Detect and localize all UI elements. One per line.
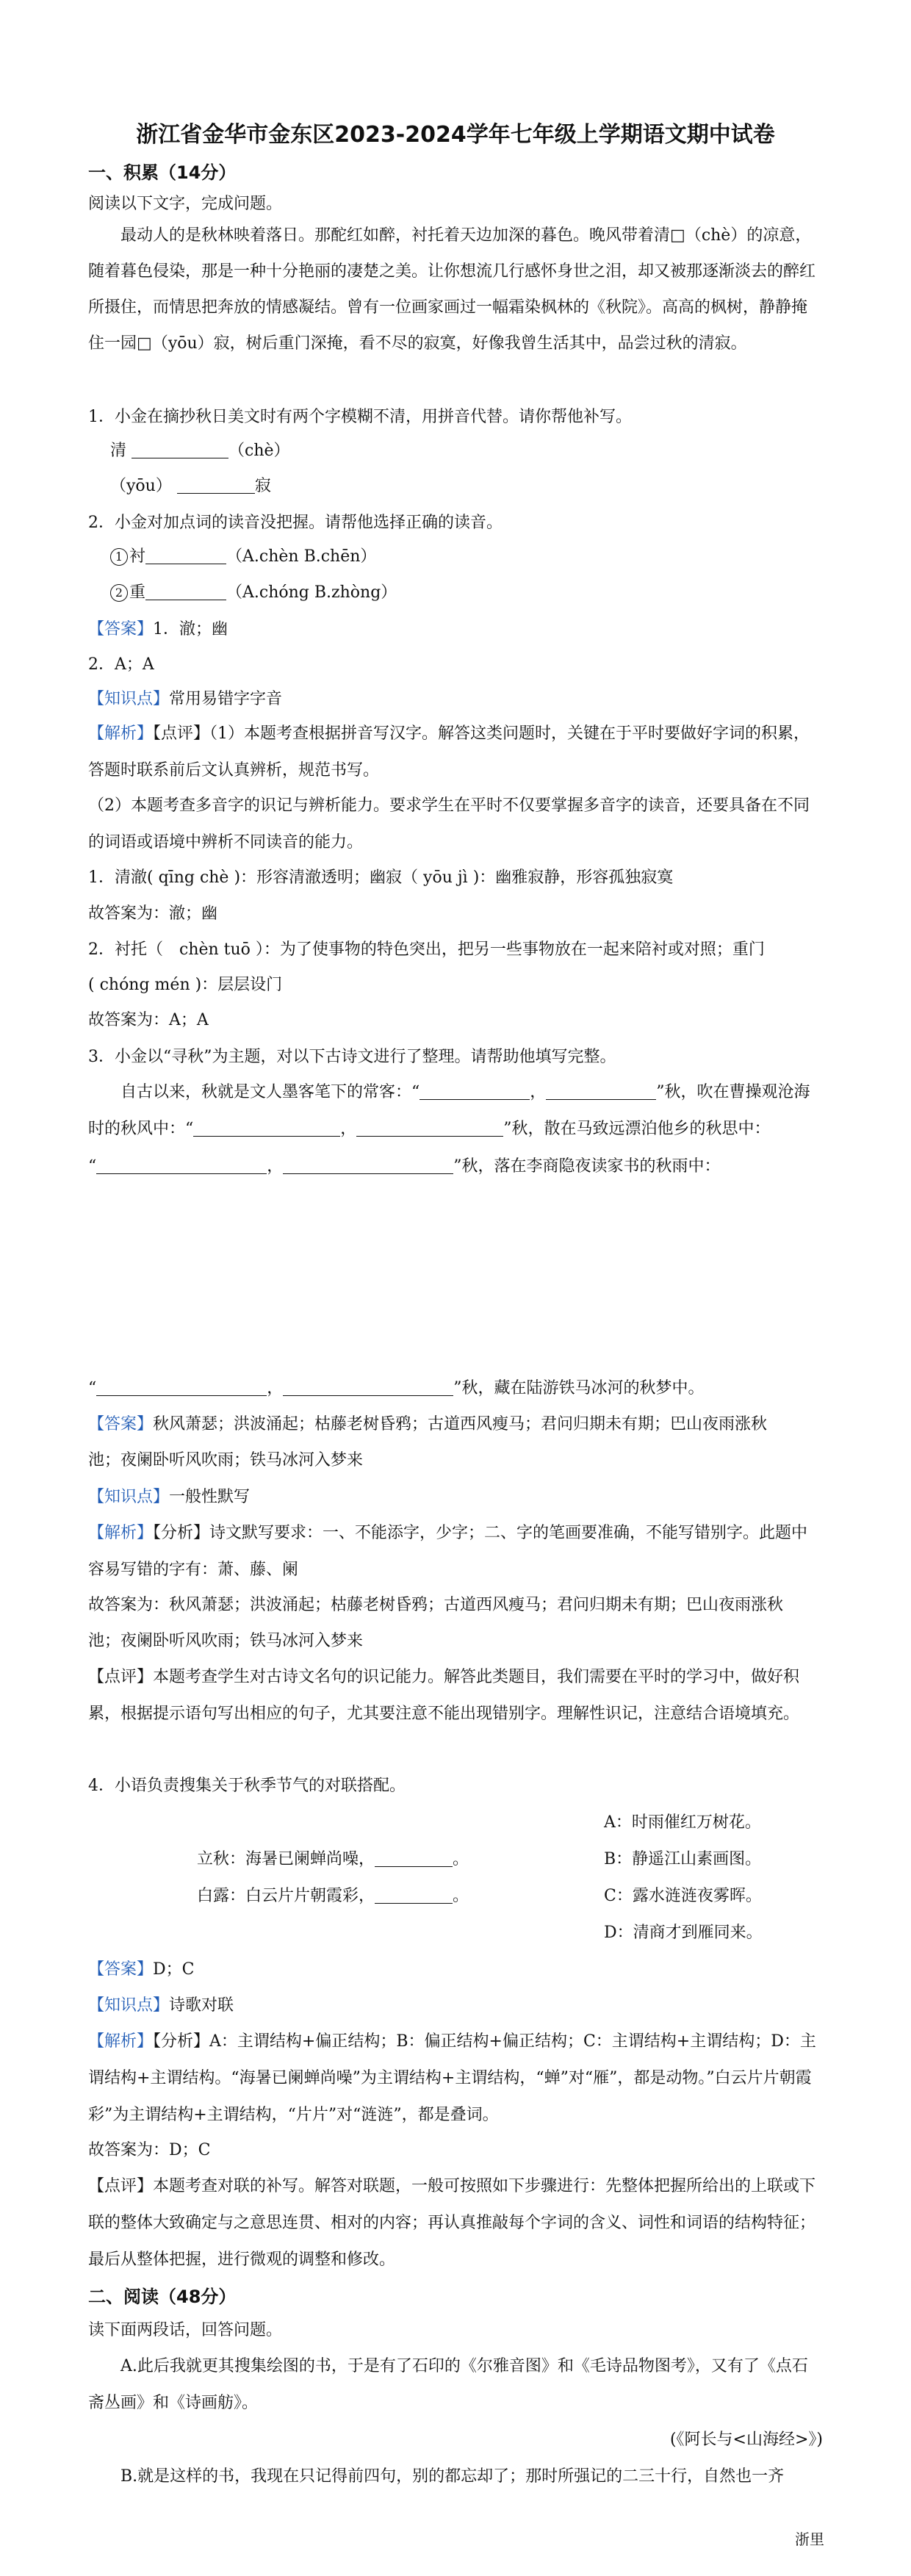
knowledge-point-1: 【知识点】常用易错字字音 — [88, 690, 283, 708]
passage-part-3: （yōu）寂，树后重门深掩，看不尽的寂寞，好像我曾生活其中，品尝过秋的清寂。 — [151, 334, 747, 353]
explanation-4-line-5: 【点评】本题考查对联的补写。解答对联题，一般可按照如下步骤进行：先整体把握所给出的上联或下联的整体大致确定与之意思连贯、相对的内容；再认真推敲每个字词的含义、词性和词语的结构特征；最后从整体把握，进行微观的调整和修改。 — [88, 2177, 816, 2269]
q3-blank-7[interactable] — [96, 1378, 267, 1396]
knowledge-tag: 【知识点】 — [88, 1488, 170, 1506]
explanation-1-line-2: （2）本题考查多音字的识记与辨析能力。要求学生在平时不仅要掌握多音字的读音，还要具备在不同的词语或语境中辨析不同读音的能力。 — [88, 796, 810, 852]
explanation-4-line-4: 故答案为：D；C — [88, 2141, 211, 2159]
page-title: 浙江省金华市金东区2023-2024学年七年级上学期语文期中试卷 — [136, 122, 775, 148]
explanation-1: 【解析】【点评】（1）本题考查根据拼音写汉字。解答这类问题时，关键在于平时要做好字词的积累，答题时联系前后文认真辨析，规范书写。 — [88, 724, 810, 780]
knowledge-point-4: 【知识点】诗歌对联 — [88, 1996, 234, 2015]
q1-blank-a-line: 清 （chè） — [110, 442, 290, 460]
answer-1-line-2: 2．A；A — [88, 655, 154, 674]
q3-blank-4[interactable] — [356, 1118, 503, 1137]
question-4: 4．小语负责搜集关于秋季节气的对联搭配。 — [88, 1777, 406, 1795]
q3-line-4: “ ， ”秋，藏在陆游铁马冰河的秋梦中。 — [88, 1379, 705, 1397]
explanation-tag: 【解析】 — [88, 2032, 154, 2051]
q3-blank-2[interactable] — [546, 1082, 656, 1100]
explanation-tag: 【解析】 — [88, 1524, 154, 1542]
explanation-1-line-3: 1．清澈( qīng chè )：形容清澈透明；幽寂（ yōu jì )：幽雅寂静，形容孤独寂寞 — [88, 868, 674, 887]
blurred-char-box: □ — [137, 334, 152, 353]
q2-blank-2[interactable] — [145, 582, 226, 600]
section-intro-reading: 读下面两段话，回答问题。 — [88, 2321, 283, 2339]
page-footer: 浙里 — [795, 2530, 824, 2548]
explanation-3-line-5: 【点评】本题考查学生对古诗文名句的识记能力。解答此类题目，我们需要在平时的学习中，做好积累，根据提示语句写出相应的句子，尤其要注意不能出现错别字。理解性识记，注意结合语境填充。 — [88, 1668, 800, 1723]
explanation-3-line-4: 池；夜阑卧听风吹雨；铁马冰河入梦来 — [88, 1632, 364, 1650]
q4-blank-2[interactable] — [375, 1885, 453, 1904]
question-1: 1．小金在摘抄秋日美文时有两个字模糊不清，用拼音代替。请你帮他补写。 — [88, 408, 632, 426]
q3-blank-1[interactable] — [420, 1082, 530, 1100]
q3-blank-6[interactable] — [283, 1156, 453, 1174]
q3-blank-5[interactable] — [96, 1156, 267, 1174]
reading-paragraph-a: A.此后我就更其搜集绘图的书，于是有了石印的《尔雅音图》和《毛诗品物图考》，又有了《点石斋丛画》和《诗画舫》。 — [88, 2357, 808, 2412]
section-heading-reading: 二、阅读（48分） — [88, 2287, 237, 2307]
answer-3: 【答案】秋风萧瑟；洪波涌起；枯藤老树昏鸦；古道西风瘦马；君问归期未有期；巴山夜雨涨秋 — [88, 1415, 768, 1433]
explanation-1-line-5: 2．衬托（ chèn tuō ）：为了使事物的特色突出，把另一些事物放在一起来陪衬或对照；重门 — [88, 940, 765, 959]
explanation-1-line-4: 故答案为：澈；幽 — [88, 904, 218, 923]
reading-paragraph-b: B.就是这样的书，我现在只记得前四句，别的都忘却了；那时所强记的二三十行，自然也一齐 — [120, 2467, 785, 2486]
explanation-3-line-3: 故答案为：秋风萧瑟；洪波涌起；枯藤老树昏鸦；古道西风瘦马；君问归期未有期；巴山夜雨涨秋 — [88, 1596, 784, 1614]
knowledge-tag: 【知识点】 — [88, 1996, 170, 2015]
circled-number-2: 2 — [110, 584, 128, 602]
explanation-tag: 【解析】 — [88, 724, 154, 743]
knowledge-point-3: 【知识点】一般性默写 — [88, 1488, 251, 1506]
reading-source-citation: (《阿长与<山海经>》) — [669, 2431, 823, 2449]
answer-tag: 【答案】 — [88, 1960, 154, 1979]
reading-passage — [88, 217, 823, 361]
answer-4: 【答案】D；C — [88, 1960, 195, 1979]
q4-couplet-2: 白露：白云片片朝霞彩， 。 — [197, 1887, 469, 1905]
blurred-char-box: □ — [670, 226, 685, 245]
explanation-4: 【解析】【分析】A：主谓结构+偏正结构；B：偏正结构+偏正结构；C：主谓结构+主谓结构；D：主谓结构+主谓结构。“海暑已阑蝉尚噪”为主谓结构+主谓结构，“蝉”对“雁”，都是动物。”白云片片朝霞彩”为主谓结构+主谓结构，“片片”对“涟涟”，都是叠词。 — [88, 2032, 816, 2124]
q4-couplet-1: 立秋：海暑已阑蝉尚噪， 。 — [197, 1850, 469, 1868]
q2-option-2: 2 重 （A.chóng B.zhòng） — [110, 575, 845, 611]
q1-blank-b[interactable] — [177, 475, 255, 494]
q3-blank-8[interactable] — [283, 1378, 453, 1396]
q3-line-3: “ ， ”秋，落在李商隐夜读家书的秋雨中： — [88, 1157, 721, 1176]
answer-3-line-2: 池；夜阑卧听风吹雨；铁马冰河入梦来 — [88, 1451, 364, 1469]
section-intro: 阅读以下文字，完成问题。 — [88, 195, 283, 213]
q1-blank-b-line: （yōu） 寂 — [110, 477, 271, 495]
explanation-1-line-6: ( chóng mén )：层层设门 — [88, 976, 283, 994]
q4-option-d: D：清商才到雁同来。 — [604, 1924, 763, 1942]
q2-option-1: 1 衬 （A.chèn B.chēn） — [110, 539, 845, 575]
question-3: 3．小金以“寻秋”为主题，对以下古诗文进行了整理。请帮助他填写完整。 — [88, 1048, 616, 1066]
question-2: 2．小金对加点词的读音没把握。请帮他选择正确的读音。 — [88, 514, 503, 532]
answer-tag: 【答案】 — [88, 1415, 154, 1433]
passage-part-1: 最动人的是秋林映着落日。那酡红如醉，衬托着天边加深的暮色。晚风带着清 — [120, 226, 671, 245]
circled-number-1: 1 — [110, 548, 128, 566]
q4-option-a: A：时雨催红万树花。 — [604, 1813, 761, 1832]
knowledge-tag: 【知识点】 — [88, 690, 170, 708]
q4-option-b: B：静遥江山素画图。 — [604, 1850, 762, 1868]
answer-tag: 【答案】 — [88, 620, 154, 638]
explanation-1-line-7: 故答案为：A；A — [88, 1011, 209, 1029]
q4-blank-1[interactable] — [375, 1849, 453, 1867]
q1-blank-a[interactable] — [132, 440, 228, 458]
q3-line-1: 自古以来，秋就是文人墨客笔下的常客：“ ， ”秋，吹在曹操观沧海 — [120, 1083, 810, 1101]
q4-option-c: C：露水涟涟夜雾晖。 — [604, 1887, 762, 1905]
q3-line-2: 时的秋风中：“ ， ”秋，散在马致远漂泊他乡的秋思中： — [88, 1120, 771, 1138]
answer-1: 【答案】1．澈；幽 — [88, 620, 228, 638]
passage-part-2: （chè）的凉意，随着暮色侵染，那是一种十分艳丽的凄楚之美。让你想流几行感怀身世之泪，却又被那逐渐淡去的醉红所摄住，而情思把奔放的情感凝结。曾有一位画家画过一幅霜染枫林的《秋院》。高高的枫树，静静掩住一园 — [88, 226, 816, 353]
explanation-3: 【解析】【分析】诗文默写要求：一、不能添字，少字；二、字的笔画要准确，不能写错别字。此题中容易写错的字有：萧、藤、阑 — [88, 1524, 808, 1579]
q2-blank-1[interactable] — [145, 546, 226, 564]
q3-blank-3[interactable] — [193, 1118, 340, 1137]
section-heading-accumulation: 一、积累（14分） — [88, 162, 237, 183]
